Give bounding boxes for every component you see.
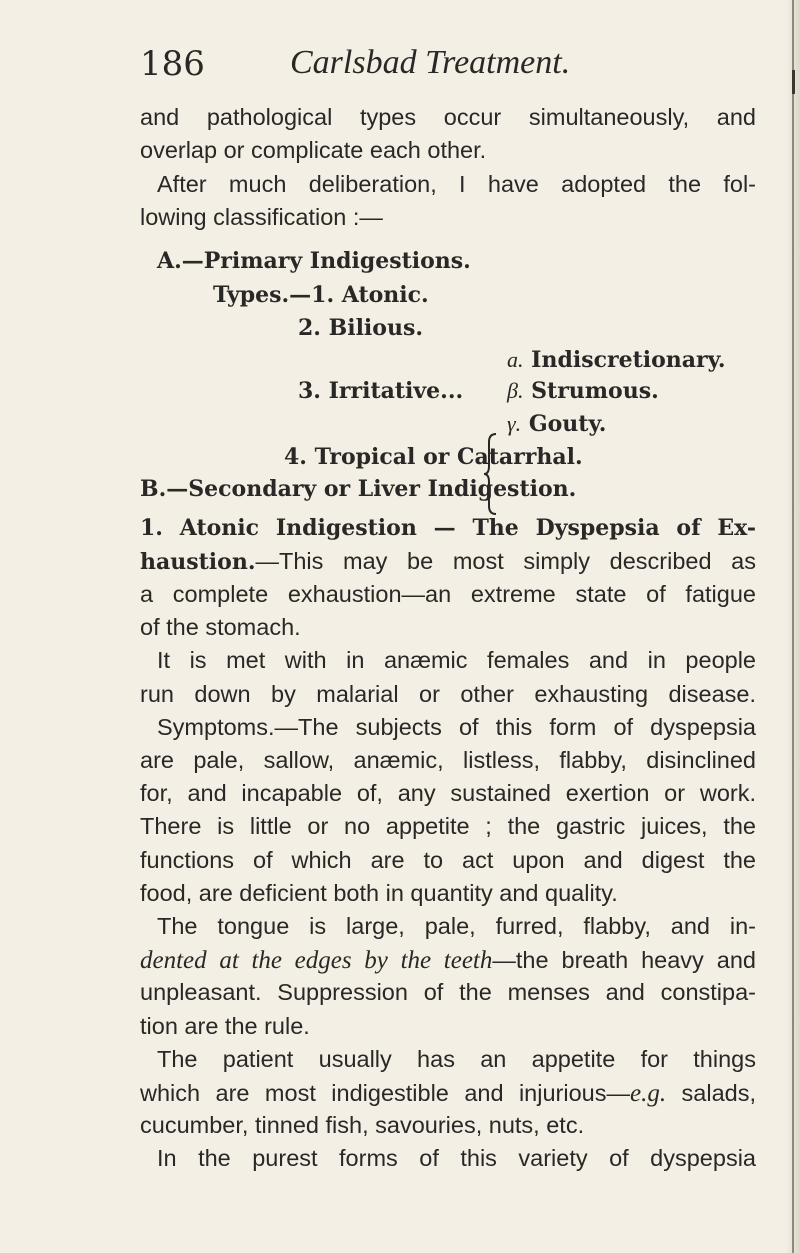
body-line: The patient usually has an appetite for things	[157, 1046, 756, 1072]
subtype-label: Gouty.	[528, 411, 607, 437]
subtype-letter: a.	[507, 347, 524, 372]
body-line: cucumber, tinned fish, savouries, nuts, etc.	[140, 1112, 585, 1138]
body-line: functions of which are to act upon and digest the	[140, 847, 756, 873]
body-line	[140, 550, 756, 574]
body-line: In the purest forms of this variety of dyspepsia	[157, 1145, 756, 1171]
body-line-text: —This may be most simply described as	[255, 548, 756, 574]
curly-brace-icon	[484, 432, 498, 516]
italic-abbreviation: e.g.	[629, 1080, 667, 1107]
italic-phrase: dented at the edges by the teeth	[140, 947, 493, 974]
type-item: 3. Irritative...	[298, 378, 464, 404]
body-line: tion are the rule.	[140, 1013, 310, 1039]
body-line: Symptoms.—The subjects of this form of dyspepsia	[157, 714, 756, 740]
subtype-letter: β.	[507, 378, 524, 403]
page-edge-line	[792, 0, 794, 1253]
subtype-beta	[507, 380, 659, 402]
classification-a-heading: A.—Primary Indigestions.	[157, 248, 471, 274]
running-title: Carlsbad Treatment.	[290, 44, 571, 81]
section-heading: 1. Atonic Indigestion — The Dyspepsia of Ex-	[140, 515, 756, 541]
body-line-text: salads,	[666, 1080, 756, 1106]
body-line: are pale, sallow, anæmic, listless, flabby, disinclined	[140, 747, 756, 773]
body-line: There is little or no appetite ; the gastric juices, the	[140, 813, 756, 839]
subtype-alpha	[507, 349, 726, 371]
type-item: 4. Tropical or Catarrhal.	[284, 444, 583, 470]
body-line: run down by malarial or other exhausting disease.	[140, 681, 756, 707]
body-line: After much deliberation, I have adopted the fol-	[157, 171, 756, 197]
body-line: a complete exhaustion—an extreme state of fatigue	[140, 581, 756, 607]
body-line: and pathological types occur simultaneously, and	[140, 104, 756, 130]
types-heading: Types.—1. Atonic.	[213, 282, 429, 308]
section-heading-end: haustion.	[140, 549, 256, 575]
page-number: 186	[140, 44, 205, 84]
body-line: overlap or complicate each other.	[140, 137, 487, 163]
body-line: for, and incapable of, any sustained exertion or work.	[140, 780, 756, 806]
running-head	[140, 44, 760, 94]
body-line-text: —the breath heavy and	[492, 947, 756, 973]
body-line: The tongue is large, pale, furred, flabby, and in-	[157, 913, 756, 939]
body-line	[140, 1081, 756, 1106]
body-line-text: which are most indigestible and injurious—	[140, 1080, 630, 1106]
body-line: It is met with in anæmic females and in people	[157, 647, 756, 673]
type-item: 2. Bilious.	[298, 315, 424, 341]
body-line: lowing classification :—	[140, 204, 383, 230]
page-edge-mark	[792, 70, 795, 94]
subtype-label: Strumous.	[531, 378, 659, 404]
body-line	[140, 948, 756, 973]
body-line: of the stomach.	[140, 614, 301, 640]
body-line: unpleasant. Suppression of the menses and constipa-	[140, 979, 756, 1005]
subtype-gamma	[507, 413, 606, 435]
subtype-letter: γ.	[507, 411, 522, 436]
subtype-label: Indiscretionary.	[531, 347, 726, 373]
body-line: food, are deficient both in quantity and quality.	[140, 880, 618, 906]
classification-b-heading: B.—Secondary or Liver Indigestion.	[140, 476, 577, 502]
